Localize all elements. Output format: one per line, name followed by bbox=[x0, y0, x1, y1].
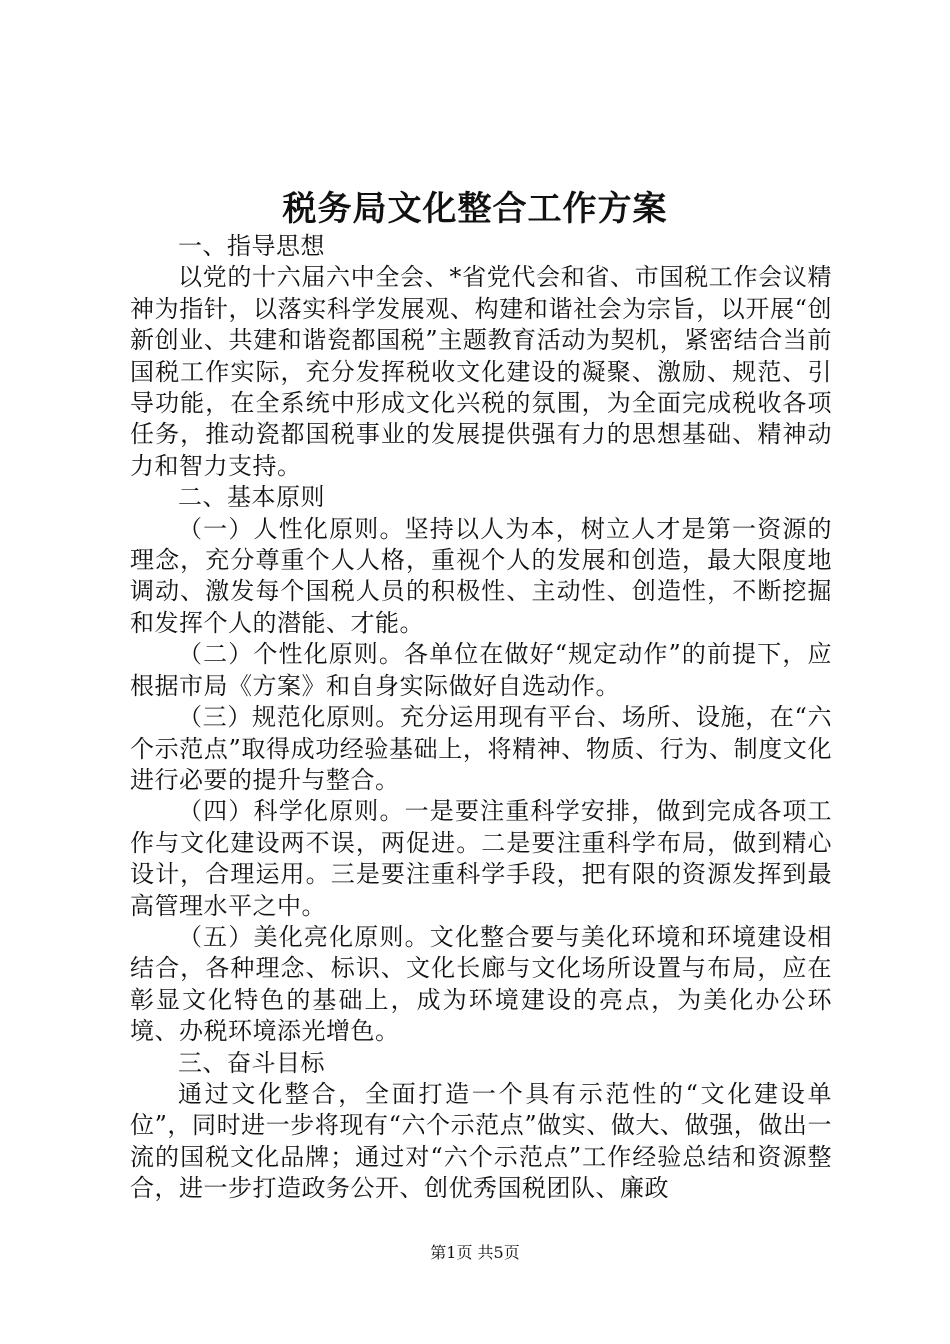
paragraph-principle-2: （二）个性化原则。各单位在做好“规定动作”的前提下，应根据市局《方案》和自身实际做好自选动作。 bbox=[130, 640, 832, 700]
paragraph-guiding-ideology: 以党的十六届六中全会、*省党代会和省、市国税工作会议精神为指针，以落实科学发展观、构建和谐社会为宗旨，以开展“创新创业、共建和谐瓷都国税”主题教育活动为契机，紧密结合当前国税工作实际，充分发挥税收文化建设的凝聚、激励、规范、引导功能，在全系统中形成文化兴税的氛围，为全面完成税收各项任务，推动瓷都国税事业的发展提供强有力的思想基础、精神动力和智力支持。 bbox=[130, 263, 832, 480]
document-title: 税务局文化整合工作方案 bbox=[282, 189, 668, 229]
paragraph-goals: 通过文化整合，全面打造一个具有示范性的“文化建设单位”，同时进一步将现有“六个示范点”做实、做大、做强，做出一流的国税文化品牌；通过对“六个示范点”工作经验总结和资源整合，进一步打造政务公开、创优秀国税团队、廉政 bbox=[130, 1079, 832, 1203]
document-body bbox=[130, 231, 832, 1205]
section-heading-basic-principles: 二、基本原则 bbox=[178, 483, 325, 512]
paragraph-principle-4: （四）科学化原则。一是要注重科学安排，做到完成各项工作与文化建设两不误，两促进。二是要注重科学布局，做到精心设计，合理运用。三是要注重科学手段，把有限的资源发挥到最高管理水平之中。 bbox=[130, 797, 832, 920]
paragraph-principle-3: （三）规范化原则。充分运用现有平台、场所、设施，在“六个示范点”取得成功经验基础上，将精神、物质、行为、制度文化进行必要的提升与整合。 bbox=[130, 703, 832, 794]
section-heading-guiding-ideology: 一、指导思想 bbox=[178, 232, 325, 260]
paragraph-principle-1: （一）人性化原则。坚持以人为本，树立人才是第一资源的理念，充分尊重个人人格，重视个人的发展和创造，最大限度地调动、激发每个国税人员的积极性、主动性、创造性，不断挖掘和发挥个人的潜能、才能。 bbox=[130, 514, 832, 637]
page-number-footer: 第1页 共5页 bbox=[430, 1243, 520, 1262]
paragraph-principle-5: （五）美化亮化原则。文化整合要与美化环境和环境建设相结合，各种理念、标识、文化长廊与文化场所设置与布局，应在彰显文化特色的基础上，成为环境建设的亮点，为美化办公环境、办税环境添光增色。 bbox=[130, 922, 832, 1046]
section-heading-goals: 三、奋斗目标 bbox=[178, 1048, 325, 1077]
